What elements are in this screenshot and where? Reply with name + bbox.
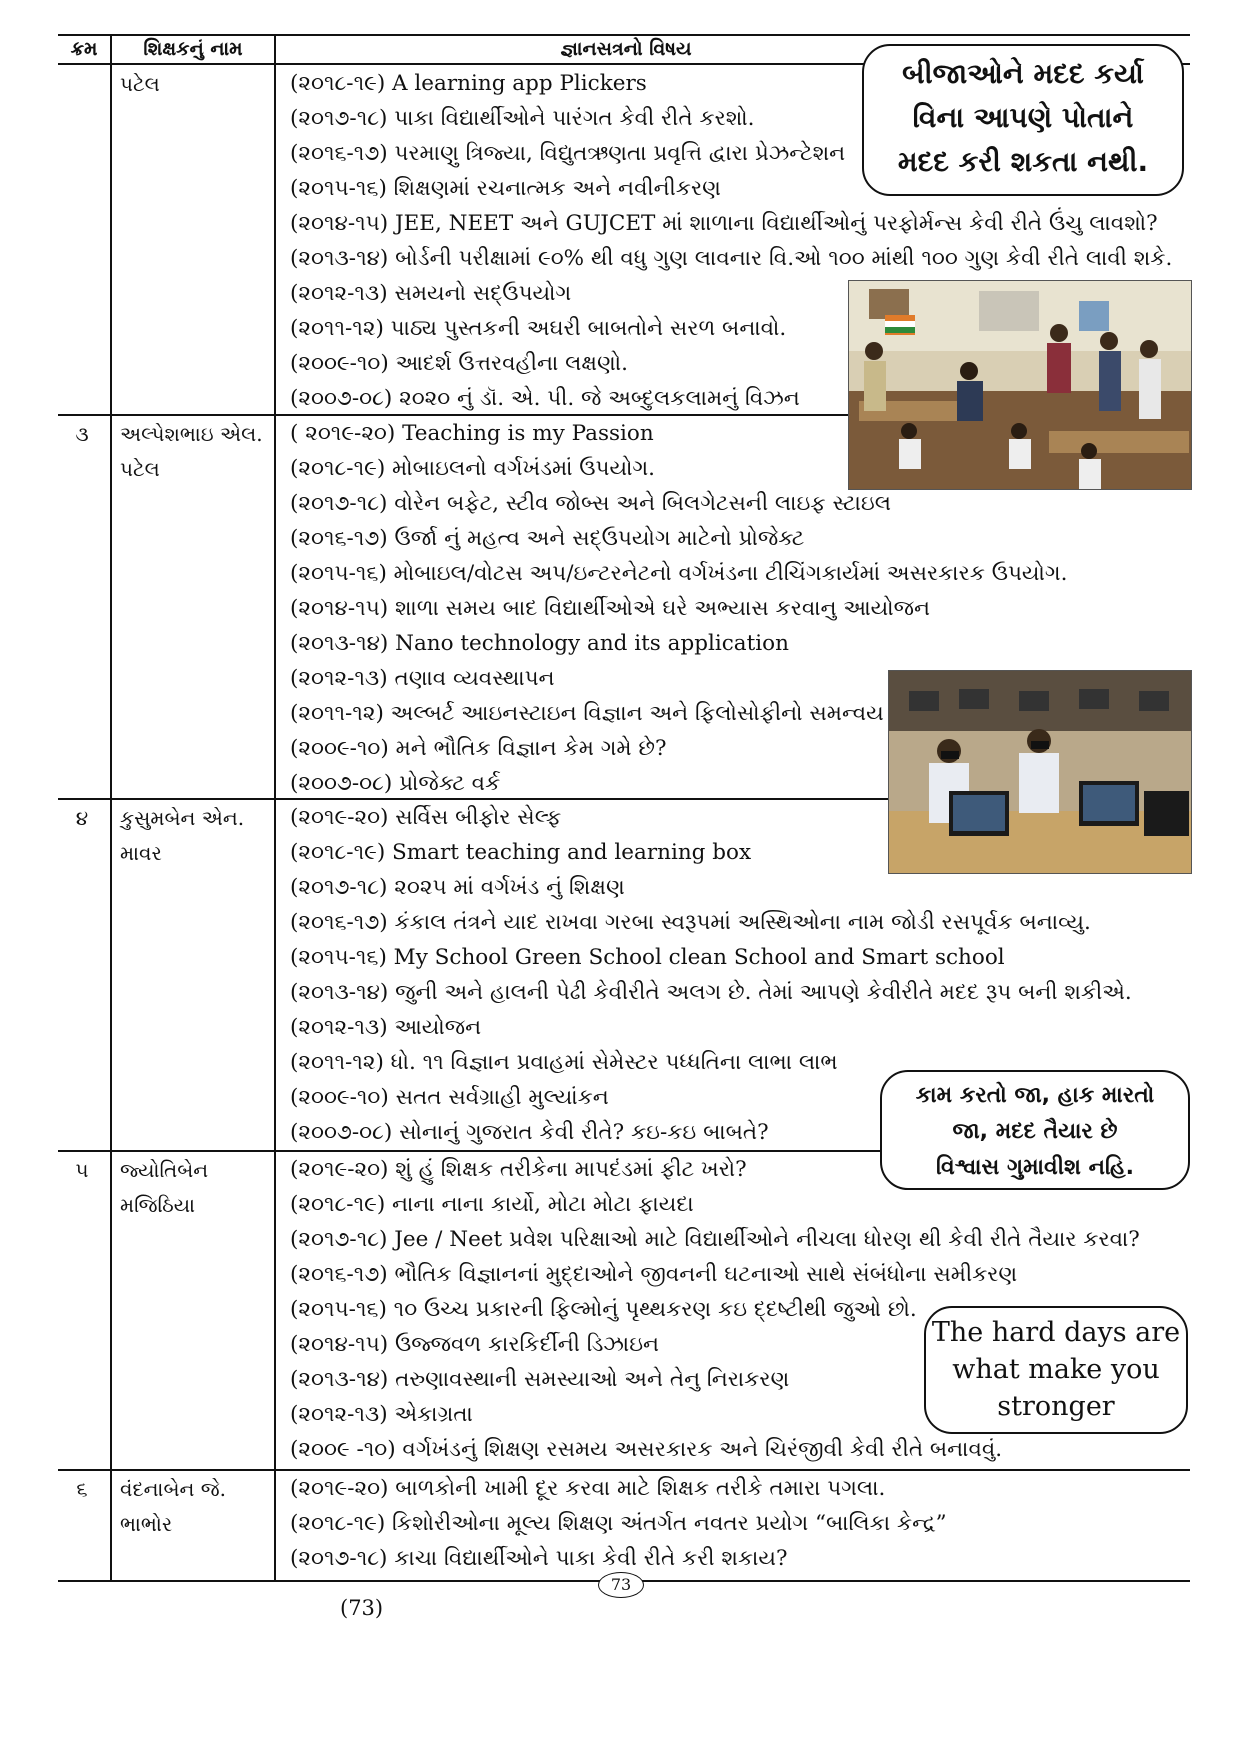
topic-line: (૨૦૧૭-૧૮) Jee / Neet પ્રવેશ પરિક્ષાઓ માટે વિદ્યાર્થીઓને નીચલા ધોરણ થી કેવી રીતે તૈયાર કરવા?: [290, 1227, 1140, 1252]
topic-line: (૨૦૧૭-૧૮) વોરેન બફેટ, સ્ટીવ જોબ્સ અને બિલગેટસની લાઇફ સ્ટાઇલ: [290, 491, 891, 516]
row-number: ૫: [75, 1158, 89, 1182]
topic-line: (૨૦૧૪-૧૫) ઉજ્જવળ કારકિર્દીની ડિઝાઇન: [290, 1332, 660, 1357]
topic-line: (૨૦૦૭-૦૮) પ્રોજેક્ટ વર્ક: [290, 771, 501, 796]
topic-line: (૨૦૧૧-૧૨) પાઠ્ય પુસ્તકની અઘરી બાબતોને સરળ બનાવો.: [290, 316, 787, 341]
header-col-name: શિક્ષકનું નામ: [143, 38, 243, 60]
topic-line: (૨૦૧૨-૧૩) સમયનો સદ્‌ઉપયોગ: [290, 281, 572, 306]
topic-line: (૨૦૧૧-૧૨) ધો. ૧૧ વિજ્ઞાન પ્રવાહમાં સેમેસ્ટર પધ્ધતિના લાભા લાભ: [290, 1050, 838, 1075]
col-divider: [110, 34, 112, 1582]
callout-keep-working: [880, 1070, 1190, 1190]
topic-line: (૨૦૧૮-૧૯) A learning app Plickers: [290, 71, 647, 96]
topic-line: (૨૦૧૮-૧૯) Smart teaching and learning box: [290, 840, 752, 865]
topic-line: (૨૦૧૮-૧૯) કિશોરીઓના મૂલ્ય શિક્ષણ અંતર્ગત નવતર પ્રયોગ “બાલિકા કેન્દ્ર”: [290, 1511, 947, 1536]
topic-line: (૨૦૧૫-૧૬) મોબાઇલ/વોટસ અપ/ઇન્ટરનેટનો વર્ગખંડના ટીચિંગકાર્યમાં અસરકારક ઉપયોગ.: [290, 561, 1068, 586]
header-col-topic: જ્ઞાનસત્રનો વિષય: [560, 38, 692, 60]
topic-line: (૨૦૧૯-૨૦) બાળકોની ખામી દૂર કરવા માટે શિક્ષક તરીકે તમારા પગલા.: [290, 1476, 886, 1501]
callout-line: મદદ કરી શકતા નથી.: [897, 145, 1149, 178]
teacher-name: અલ્પેશભાઇ એલ.: [120, 422, 263, 446]
topic-line: (૨૦૦૯ -૧૦) વર્ગખંડનું શિક્ષણ રસમય અસરકારક અને ચિરંજીવી કેવી રીતે બનાવવું.: [290, 1437, 1003, 1462]
topic-line: (૨૦૧૧-૧૨) અલ્બર્ટ આઇનસ્ટાઇન વિજ્ઞાન અને ફિલોસોફીનો સમન્વય: [290, 701, 884, 726]
page-number-badge: 73: [598, 1572, 644, 1598]
row-number: ૩: [75, 422, 89, 446]
header-col-no: ક્રમ: [70, 38, 98, 60]
teacher-name: માવર: [120, 841, 162, 865]
topic-line: (૨૦૧૩-૧૪) બોર્ડની પરીક્ષામાં ૯૦% થી વધુ ગુણ લાવનાર વિ.ઓ ૧૦૦ માંથી ૧૦૦ ગુણ કેવી રીતે લાવી શકે.: [290, 246, 1173, 271]
topic-line: (૨૦૧૬-૧૭) કંકાલ તંત્રને યાદ રાખવા ગરબા સ્વરૂપમાં અસ્થિઓના નામ જોડી રસપૂર્વક બનાવ્યુ.: [290, 910, 1091, 935]
topic-line: (૨૦૧૩-૧૪) તરુણાવસ્થાની સમસ્યાઓ અને તેનુ નિરાકરણ: [290, 1367, 790, 1392]
quote-line: stronger: [997, 1391, 1115, 1422]
topic-line: (૨૦૧૫-૧૬) ૧૦ ઉચ્ચ પ્રકારની ફિલ્મોનું પૃથ્થકરણ કઇ દ્દષ્ટીથી જુઓ છો.: [290, 1297, 917, 1322]
topic-line: (૨૦૦૯-૧૦) આદર્શ ઉત્તરવહીના લક્ષણો.: [290, 351, 628, 376]
teacher-name: પટેલ: [120, 72, 160, 96]
topic-line: (૨૦૧૯-૨૦) શું હું શિક્ષક તરીકેના માપદંડમાં ફીટ ખરો?: [290, 1157, 747, 1182]
teacher-name: પટેલ: [120, 457, 160, 481]
callout-line: વિશ્વાસ ગુમાવીશ નહિ.: [936, 1155, 1134, 1180]
callout-line: બીજાઓને મદદ કર્યા: [902, 57, 1144, 90]
topic-line: (૨૦૧૭-૧૮) પાકા વિદ્યાર્થીઓને પારંગત કેવી રીતે કરશો.: [290, 106, 755, 131]
topic-line: (૨૦૧૨-૧૩) આયોજન: [290, 1015, 482, 1040]
page-number-footer: (73): [340, 1596, 384, 1620]
topic-line: (૨૦૦૭-૦૮) ૨૦૨૦ નું ડૉ. એ. પી. જે અબ્દુલકલામનું વિઝન: [290, 386, 800, 411]
topic-line: (૨૦૧૨-૧૩) એકાગ્રતા: [290, 1402, 473, 1427]
topic-line: (૨૦૧૮-૧૯) નાના નાના કાર્યો, મોટા મોટા ફાયદા: [290, 1192, 694, 1217]
teacher-name: જ્યોતિબેન: [120, 1158, 209, 1182]
teacher-name: મજિઠિયા: [120, 1193, 195, 1217]
topic-line: (૨૦૧૬-૧૭) ઉર્જા નું મહત્વ અને સદ્‌ઉપયોગ માટેનો પ્રોજેક્ટ: [290, 526, 805, 551]
topic-line: (૨૦૧૫-૧૬) My School Green School clean School and Smart school: [290, 945, 1005, 970]
classroom-visit-photo: [848, 280, 1192, 490]
quote-line: what make you: [952, 1354, 1160, 1385]
topic-line: (૨૦૧૪-૧૫) JEE, NEET અને GUJCET માં શાળાના વિદ્યાર્થીઓનું પરફોર્મન્સ કેવી રીતે ઉંચુ લાવશો?: [290, 211, 1158, 236]
quote-hard-days: [924, 1306, 1188, 1434]
computer-lab-photo: [888, 670, 1192, 874]
callout-help-others: [862, 44, 1184, 196]
topic-line: (૨૦૧૬-૧૭) ભૌતિક વિજ્ઞાનનાં મુદ્દાઓને જીવનની ઘટનાઓ સાથે સંબંધોના સમીકરણ: [290, 1262, 1018, 1287]
teacher-name: કુસુમબેન એન.: [120, 806, 245, 830]
row-number: ૪: [75, 806, 89, 830]
teacher-name: ભાભોર: [120, 1512, 173, 1536]
topic-line: (૨૦૧૮-૧૯) મોબાઇલનો વર્ગખંડમાં ઉપયોગ.: [290, 456, 656, 481]
topic-line: (૨૦૧૯-૨૦) સર્વિસ બીફોર સેલ્ફ: [290, 805, 562, 830]
topic-line: (૨૦૧૨-૧૩) તણાવ વ્યવસ્થાપન: [290, 666, 555, 691]
topic-line: (૨૦૧૪-૧૫) શાળા સમય બાદ વિદ્યાર્થીઓએ ઘરે અભ્યાસ કરવાનુ આયોજન: [290, 596, 931, 621]
row-number: ૬: [76, 1477, 88, 1501]
topic-line: (૨૦૦૯-૧૦) સતત સર્વગ્રાહી મુલ્યાંકન: [290, 1085, 609, 1110]
topic-line: (૨૦૦૭-૦૮) સોનાનું ગુજરાત કેવી રીતે? કઇ-કઇ બાબતે?: [290, 1120, 769, 1145]
quote-line: The hard days are: [931, 1317, 1181, 1348]
topic-line: (૨૦૧૩-૧૪) જુની અને હાલની પેઢી કેવીરીતે અલગ છે. તેમાં આપણે કેવીરીતે મદદ રૂપ બની શકીએ.: [290, 980, 1132, 1005]
topic-line: (૨૦૧૬-૧૭) પરમાણુ ત્રિજ્યા, વિદ્યુતઋણતા પ્રવૃત્તિ દ્વારા પ્રેઝન્ટેશન: [290, 141, 846, 166]
topic-line: (૨૦૧૭-૧૮) કાચા વિદ્યાર્થીઓને પાકા કેવી રીતે કરી શકાય?: [290, 1546, 788, 1571]
topic-line: ( ૨૦૧૯-૨૦) Teaching is my Passion: [290, 421, 654, 446]
col-divider: [274, 34, 276, 1582]
topic-line: (૨૦૧૫-૧૬) શિક્ષણમાં રચનાત્મક અને નવીનીકરણ: [290, 176, 721, 201]
callout-line: વિના આપણે પોતાને: [912, 101, 1134, 134]
topic-line: (૨૦૦૯-૧૦) મને ભૌતિક વિજ્ઞાન કેમ ગમે છે?: [290, 736, 667, 761]
topic-line: (૨૦૧૩-૧૪) Nano technology and its application: [290, 631, 789, 656]
teacher-name: વંદનાબેન જે.: [120, 1477, 227, 1501]
callout-line: કામ કરતો જા, હાક મારતો: [915, 1083, 1155, 1108]
topic-line: (૨૦૧૭-૧૮) ૨૦૨૫ માં વર્ગખંડ નું શિક્ષણ: [290, 875, 625, 900]
callout-line: જા, મદદ તૈયાર છે: [952, 1119, 1118, 1144]
